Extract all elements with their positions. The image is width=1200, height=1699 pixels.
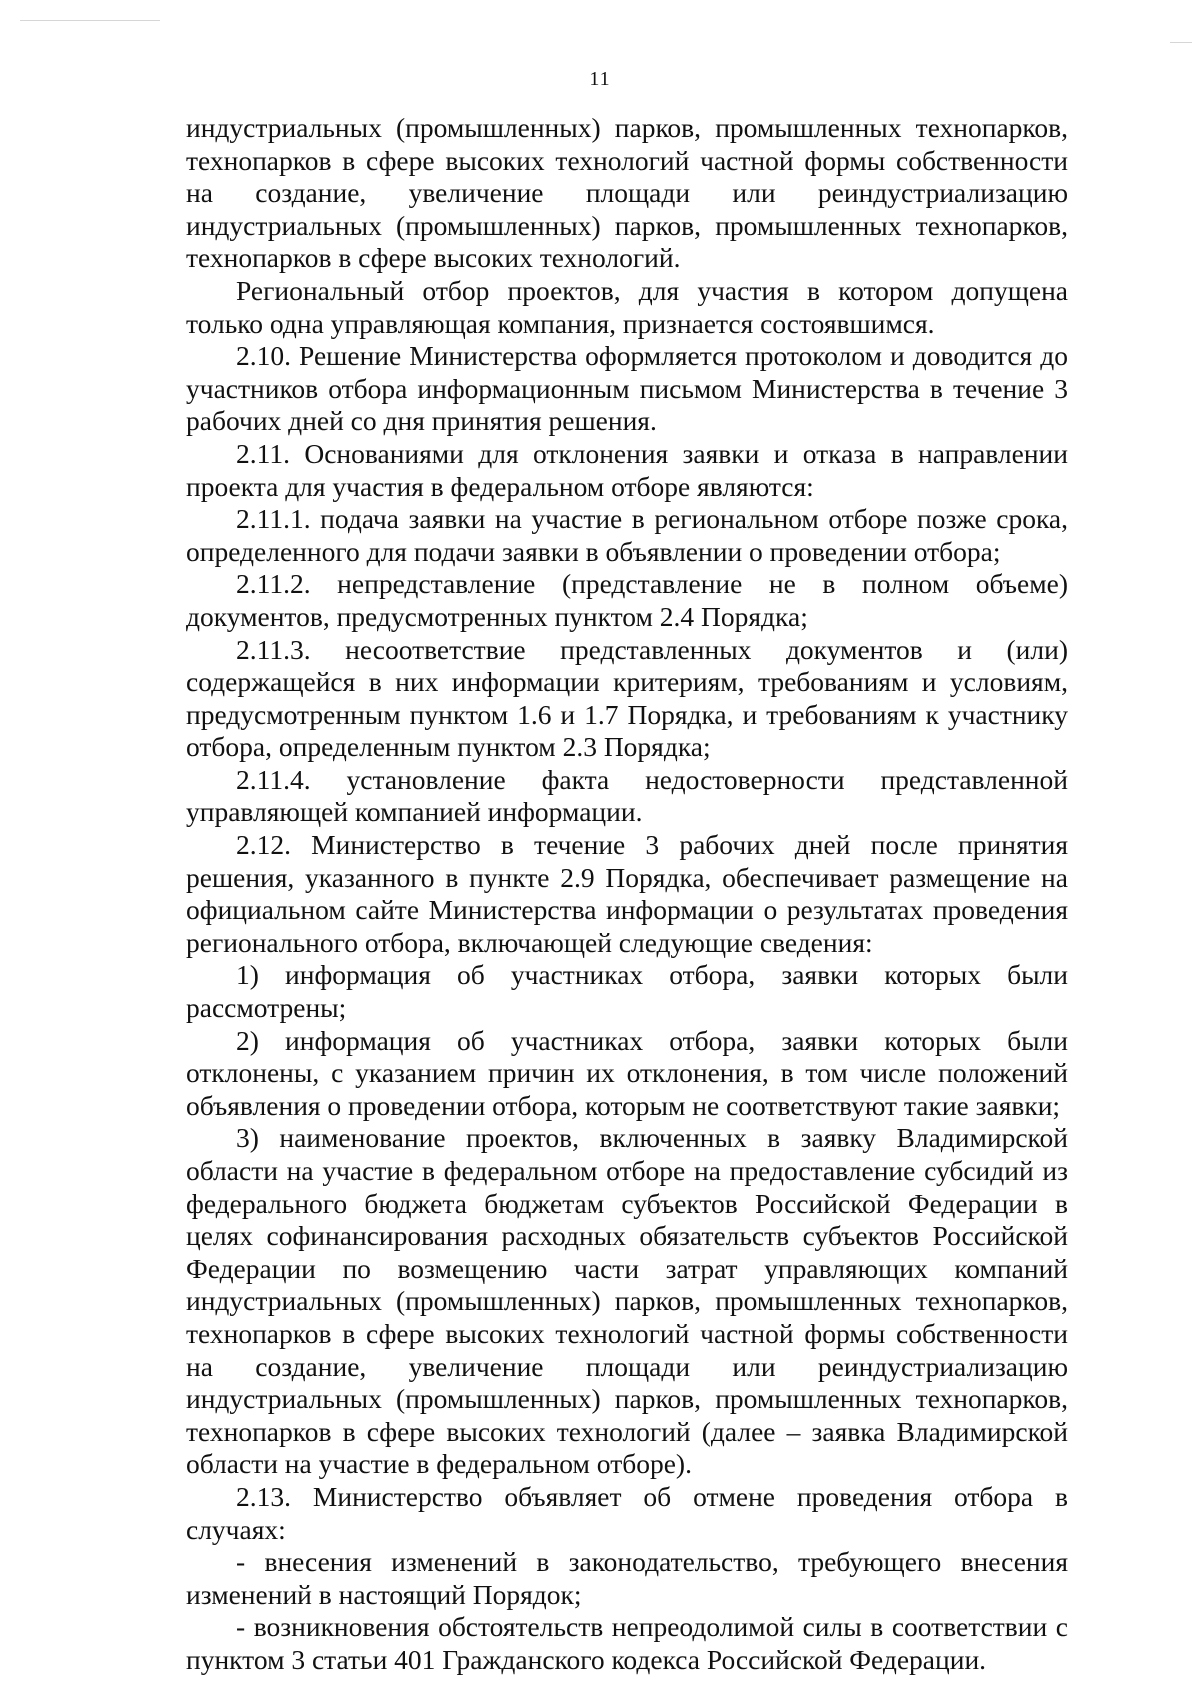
paragraph-2-11-2: 2.11.2. непредставление (представление не в полном объеме) документов, предусмотренных пунктом 2.4 Порядка; (186, 568, 1068, 632)
paragraph-continuation: индустриальных (промышленных) парков, промышленных технопарков, технопарков в сфере высоких технологий частной формы собственности на создание, увеличение площади или реиндустриализацию индустриальных (промышленных) парков, промышленных технопарков, технопарков в сфере высоких технологий. (186, 112, 1068, 274)
scan-artifact-right (1170, 42, 1192, 43)
document-body (186, 112, 1068, 1677)
paragraph-regional-selection: Региональный отбор проектов, для участия в котором допущена только одна управляющая компания, признается состоявшимся. (186, 274, 1068, 339)
dash-item-legislation: - внесения изменений в законодательство, требующего внесения изменений в настоящий Порядок; (186, 1546, 1068, 1610)
list-item-3: 3) наименование проектов, включенных в заявку Владимирской области на участие в федеральном отборе на предоставление субсидий из федерального бюджета бюджетам субъектов Российской Федерации в целях софинансирования расходных обязательств субъектов Российской Федерации по возмещению части затрат управляющих компаний индустриальных (промышленных) парков, промышленных технопарков, технопарков в сфере высоких технологий частной формы собственности на создание, увеличение площади или реиндустриализацию индустриальных (промышленных) парков, промышленных технопарков, технопарков в сфере высоких технологий (далее – заявка Владимирской области на участие в федеральном отборе). (186, 1122, 1068, 1480)
paragraph-2-11-4: 2.11.4. установление факта недостоверности представленной управляющей компанией информации. (186, 763, 1068, 828)
page-number: 11 (589, 68, 611, 90)
paragraph-2-11-1: 2.11.1. подача заявки на участие в региональном отборе позже срока, определенного для подачи заявки в объявлении о проведении отбора; (186, 503, 1068, 567)
paragraph-2-11: 2.11. Основаниями для отклонения заявки и отказа в направлении проекта для участия в федеральном отборе являются: (186, 437, 1068, 502)
paragraph-2-12: 2.12. Министерство в течение 3 рабочих дней после принятия решения, указанного в пункте 2.9 Порядка, обеспечивает размещение на официальном сайте Министерства информации о результатах проведения регионального отбора, включающей следующие сведения: (186, 829, 1068, 958)
list-item-2: 2) информация об участниках отбора, заявки которых были отклонены, с указанием причин их отклонения, в том числе положений объявления о проведении отбора, которым не соответствуют такие заявки; (186, 1024, 1068, 1121)
dash-item-force-majeure: - возникновения обстоятельств непреодолимой силы в соответствии с пунктом 3 статьи 401 Гражданского кодекса Российской Федерации. (186, 1611, 1068, 1675)
paragraph-2-10: 2.10. Решение Министерства оформляется протоколом и доводится до участников отбора информационным письмом Министерства в течение 3 рабочих дней со дня принятия решения. (186, 340, 1068, 437)
scan-artifact-left (20, 20, 160, 21)
paragraph-2-11-3: 2.11.3. несоответствие представленных документов и (или) содержащейся в них информации критериям, требованиям и условиям, предусмотренным пунктом 1.6 и 1.7 Порядка, и требованиям к участнику отбора, определенным пунктом 2.3 Порядка; (186, 633, 1068, 763)
list-item-1: 1) информация об участниках отбора, заявки которых были рассмотрены; (186, 959, 1068, 1024)
paragraph-2-13: 2.13. Министерство объявляет об отмене проведения отбора в случаях: (186, 1480, 1068, 1545)
